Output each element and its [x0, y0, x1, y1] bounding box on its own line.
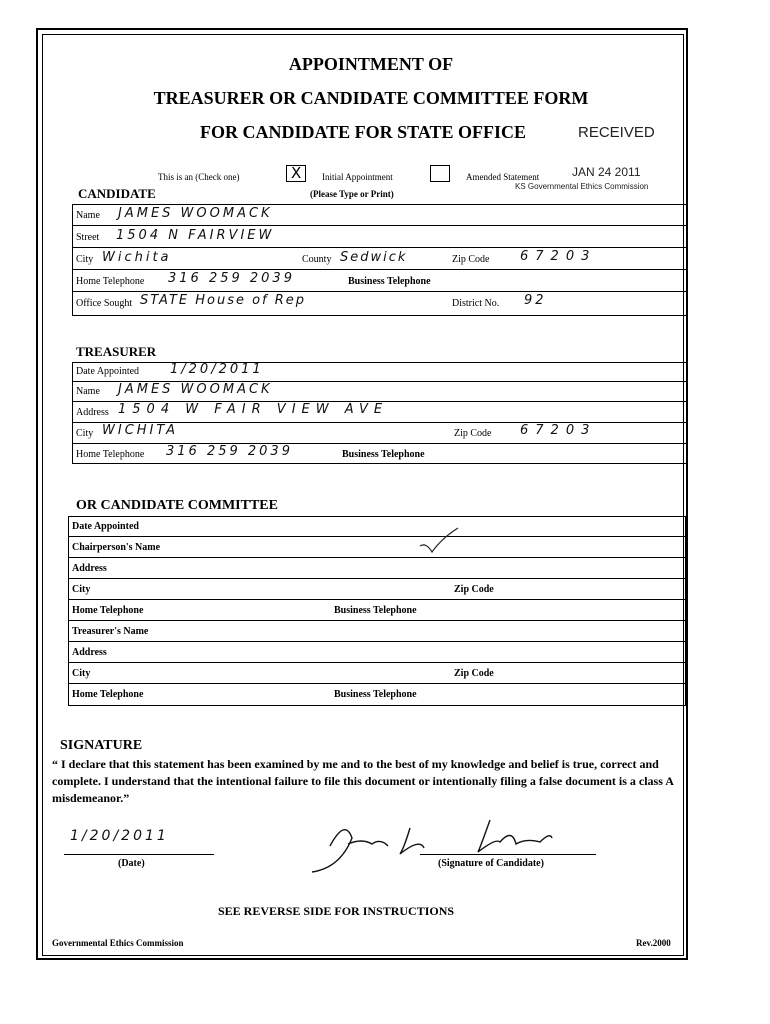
received-stamp: RECEIVED	[578, 124, 655, 141]
committee-zip-label: Zip Code	[454, 584, 494, 595]
amended-statement-label: Amended Statement	[466, 172, 540, 182]
date-line	[64, 854, 214, 855]
form-title-line2: TREASURER OR CANDIDATE COMMITTEE FORM	[153, 88, 589, 108]
candidate-office-label: Office Sought	[76, 298, 133, 309]
committee-home-tel-label: Home Telephone	[72, 605, 144, 616]
treasurer-city-value[interactable]: WICHITA	[102, 423, 179, 438]
committee-treasurer-name-label: Treasurer's Name	[72, 626, 149, 637]
signature-line	[420, 854, 596, 855]
not-applicable-check-mark	[414, 520, 464, 560]
candidate-city-value[interactable]: Wichita	[102, 250, 172, 265]
footer-rev: Rev.2000	[636, 938, 671, 948]
committee-heading: OR CANDIDATE COMMITTEE	[76, 498, 278, 513]
committee-date-label: Date Appointed	[72, 521, 139, 532]
committee-zip2-label: Zip Code	[454, 668, 494, 679]
form-title-line1: APPOINTMENT OF	[288, 54, 454, 74]
committee-business-tel-label: Business Telephone	[334, 605, 417, 616]
committee-city-label: City	[72, 584, 91, 595]
committee-address-row	[68, 558, 686, 579]
declaration-text: “ I declare that this statement has been examined by me and to the best of my knowledge and belief is true, correct and complete. I understand that the intentional failure to file this document or intentionally filing a false document is a class A misdemeanor.”	[52, 757, 674, 805]
treasurer-zip-label: Zip Code	[454, 428, 492, 439]
candidate-county-label: County	[302, 254, 332, 265]
treasurer-date-row	[72, 362, 688, 382]
received-date-stamp: JAN 24 2011	[572, 165, 641, 179]
treasurer-name-value[interactable]: JAMES WOOMACK	[118, 382, 273, 397]
committee-address2-label: Address	[72, 647, 107, 658]
treasurer-city-label: City	[76, 428, 94, 439]
candidate-district-label: District No.	[452, 298, 500, 309]
treasurer-business-tel-label: Business Telephone	[342, 449, 425, 460]
signature-heading: SIGNATURE	[60, 738, 143, 753]
committee-treasurer-row	[68, 621, 686, 642]
candidate-zip-value[interactable]: 67203	[520, 249, 597, 264]
treasurer-zip-value[interactable]: 67203	[520, 423, 597, 438]
candidate-office-value[interactable]: STATE House of Rep	[140, 293, 307, 308]
committee-address-label: Address	[72, 563, 107, 574]
initial-appointment-label: Initial Appointment	[322, 172, 393, 182]
candidate-street-value[interactable]: 1504 N FAIRVIEW	[116, 228, 275, 243]
committee-city2-label: City	[72, 668, 91, 679]
type-or-print-note: (Please Type or Print)	[310, 189, 394, 199]
committee-city2-row	[68, 663, 686, 684]
candidate-city-label: City	[76, 254, 94, 265]
candidate-heading: CANDIDATE	[78, 186, 156, 201]
committee-home-tel2-label: Home Telephone	[72, 689, 144, 700]
candidate-home-tel-value[interactable]: 316 259 2039	[168, 271, 295, 286]
initial-appointment-checkbox[interactable]	[286, 165, 306, 182]
candidate-business-tel-label: Business Telephone	[348, 276, 431, 287]
agency-stamp: KS Governmental Ethics Commission	[515, 182, 649, 191]
candidate-zip-label: Zip Code	[452, 254, 490, 265]
checkmark-x-icon: X	[291, 164, 302, 182]
treasurer-home-tel-label: Home Telephone	[76, 449, 145, 460]
committee-chair-row	[68, 537, 686, 558]
candidate-name-label: Name	[76, 210, 100, 221]
treasurer-address-label: Address	[76, 407, 109, 418]
candidate-street-label: Street	[76, 232, 100, 243]
treasurer-heading: TREASURER	[76, 344, 157, 359]
instructions-note: SEE REVERSE SIDE FOR INSTRUCTIONS	[218, 904, 455, 918]
treasurer-date-label: Date Appointed	[76, 366, 140, 377]
signature-caption: (Signature of Candidate)	[438, 858, 544, 869]
committee-address2-row	[68, 642, 686, 663]
treasurer-date-value[interactable]: 1/20/2011	[170, 362, 264, 377]
committee-business-tel2-label: Business Telephone	[334, 689, 417, 700]
treasurer-name-label: Name	[76, 386, 100, 397]
committee-city-row	[68, 579, 686, 600]
candidate-home-tel-label: Home Telephone	[76, 276, 145, 287]
footer-org: Governmental Ethics Commission	[52, 938, 184, 948]
committee-date-row	[68, 516, 686, 537]
form-title-line3: FOR CANDIDATE FOR STATE OFFICE	[200, 122, 527, 142]
check-prefix: This is an (Check one)	[158, 172, 240, 182]
date-caption: (Date)	[118, 858, 145, 869]
treasurer-home-tel-value[interactable]: 316 259 2039	[166, 444, 293, 459]
amended-statement-checkbox[interactable]	[430, 165, 450, 182]
committee-chair-label: Chairperson's Name	[72, 542, 161, 553]
candidate-name-value[interactable]: JAMES WOOMACK	[118, 206, 273, 221]
signature-date-value[interactable]: 1/20/2011	[70, 828, 169, 844]
treasurer-address-value[interactable]: 1504 W FAIR VIEW AVE	[118, 402, 389, 417]
candidate-district-value[interactable]: 92	[524, 293, 547, 308]
candidate-county-value[interactable]: Sedwick	[340, 250, 408, 265]
